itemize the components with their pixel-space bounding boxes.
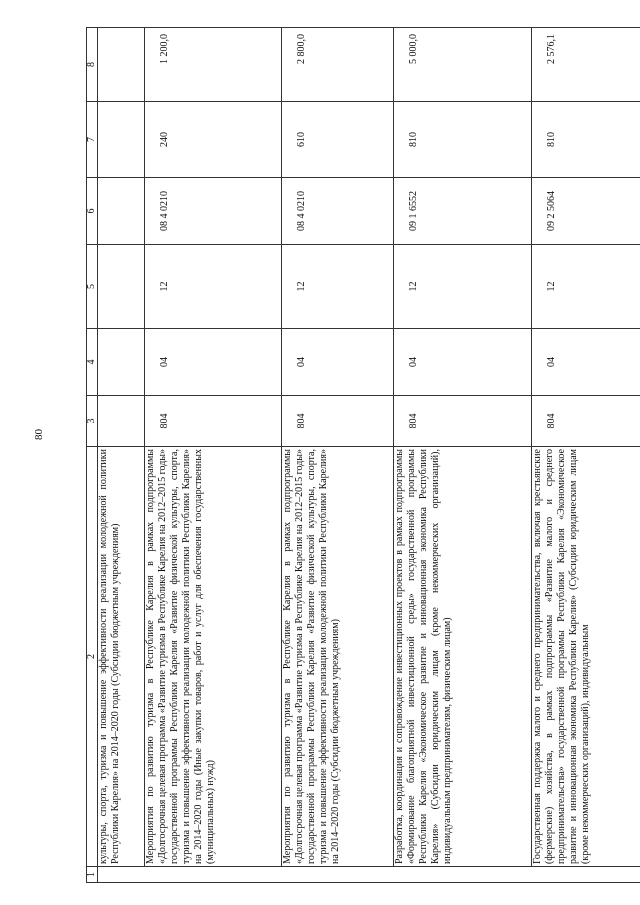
- section-code-cell: 04: [394, 329, 532, 396]
- row-number-cell: [98, 867, 640, 883]
- target-item-cell: 08 4 0210: [282, 178, 394, 245]
- table-row: [98, 28, 145, 883]
- expense-type-cell: 810: [532, 102, 640, 178]
- table-row: [145, 28, 282, 883]
- section-code-cell: 04: [282, 329, 394, 396]
- expense-type-cell: 240: [145, 102, 282, 178]
- column-number-row: [87, 28, 98, 883]
- amount-cell: [98, 28, 145, 102]
- expense-type-cell: [98, 102, 145, 178]
- rotated-budget-table: [86, 28, 591, 883]
- section-code-cell: [98, 329, 145, 396]
- target-item-cell: 08 4 0210: [145, 178, 282, 245]
- subsection-code-cell: [98, 245, 145, 329]
- page-number: 80: [33, 429, 45, 440]
- ministry-code-cell: 804: [282, 396, 394, 447]
- target-item-cell: 09 2 5064: [532, 178, 640, 245]
- subsection-code-cell: 12: [145, 245, 282, 329]
- ministry-code-cell: 804: [145, 396, 282, 447]
- table-row: [394, 28, 532, 883]
- ministry-code-cell: [98, 396, 145, 447]
- amount-cell: 1 200,0: [145, 28, 282, 102]
- amount-cell: 2 576,1: [532, 28, 640, 102]
- column-header: 1: [87, 867, 98, 883]
- expense-type-cell: 810: [394, 102, 532, 178]
- expense-type-cell: 610: [282, 102, 394, 178]
- column-header: 2: [87, 447, 98, 867]
- section-code-cell: 04: [532, 329, 640, 396]
- item-name-cell: Государственная поддержка малого и среднего предпринимательства, включая крестьянские (фермерские) хозяйства, в рамках подпрограммы «Развитие малого и среднего предпринимательства» государственной программы Республики Карелия «Экономическое развитие и инновационная экономика Республики Карелия» (Субсидии юридическим лицам (кроме некоммерческих организаций), индивидуальным: [532, 447, 640, 867]
- item-name-cell: Мероприятия по развитию туризма в Республике Карелия в рамках подпрограммы «Долгосрочная целевая программа «Развитие туризма в Республике Карелия на 2012–2015 годы» государственной программы Республики Карелия «Развитие физической культуры, спорта, туризма и повышение эффективности реализации молодежной политики Республики Карелия» на 2014–2020 годы (Субсидии бюджетным учреждениям): [282, 447, 394, 867]
- table-row: [532, 28, 640, 883]
- target-item-cell: [98, 178, 145, 245]
- column-header: 6: [87, 178, 98, 245]
- amount-cell: 2 800,0: [282, 28, 394, 102]
- ministry-code-cell: 804: [532, 396, 640, 447]
- budget-table: [86, 27, 640, 883]
- item-name-cell: культуры, спорта, туризма и повышение эффективности реализации молодежной политики Республики Карелия» на 2014–2020 годы (Субсидии бюджетным учреждениям): [98, 447, 145, 867]
- amount-cell: 5 000,0: [394, 28, 532, 102]
- ministry-code-cell: 804: [394, 396, 532, 447]
- item-name-cell: Мероприятия по развитию туризма в Республике Карелия в рамках подпрограммы «Долгосрочная целевая программа «Развитие туризма в Республике Карелия на 2012–2015 годы» государственной программы Республики Карелия «Развитие физической культуры, спорта, туризма и повышение эффективности реализации молодежной политики Республики Карелия» на 2014–2020 годы (Иные закупки товаров, работ и услуг для обеспечения государственных (муниципальных) нужд): [145, 447, 282, 867]
- column-header: 7: [87, 102, 98, 178]
- subsection-code-cell: 12: [532, 245, 640, 329]
- subsection-code-cell: 12: [282, 245, 394, 329]
- target-item-cell: 09 1 6552: [394, 178, 532, 245]
- column-header: 5: [87, 245, 98, 329]
- table-row: [282, 28, 394, 883]
- column-header: 4: [87, 329, 98, 396]
- column-header: 8: [87, 28, 98, 102]
- section-code-cell: 04: [145, 329, 282, 396]
- item-name-cell: Разработка, координация и сопровождение инвестиционных проектов в рамках подпрограммы «Формирование благоприятной инвестиционной среды» государственной программы Республики Карелия «Экономическое развитие и инновационная экономика Республики Карелия» (Субсидии юридическим лицам (кроме некоммерческих организаций), индивидуальным предпринимателям, физическим лицам): [394, 447, 532, 867]
- subsection-code-cell: 12: [394, 245, 532, 329]
- column-header: 3: [87, 396, 98, 447]
